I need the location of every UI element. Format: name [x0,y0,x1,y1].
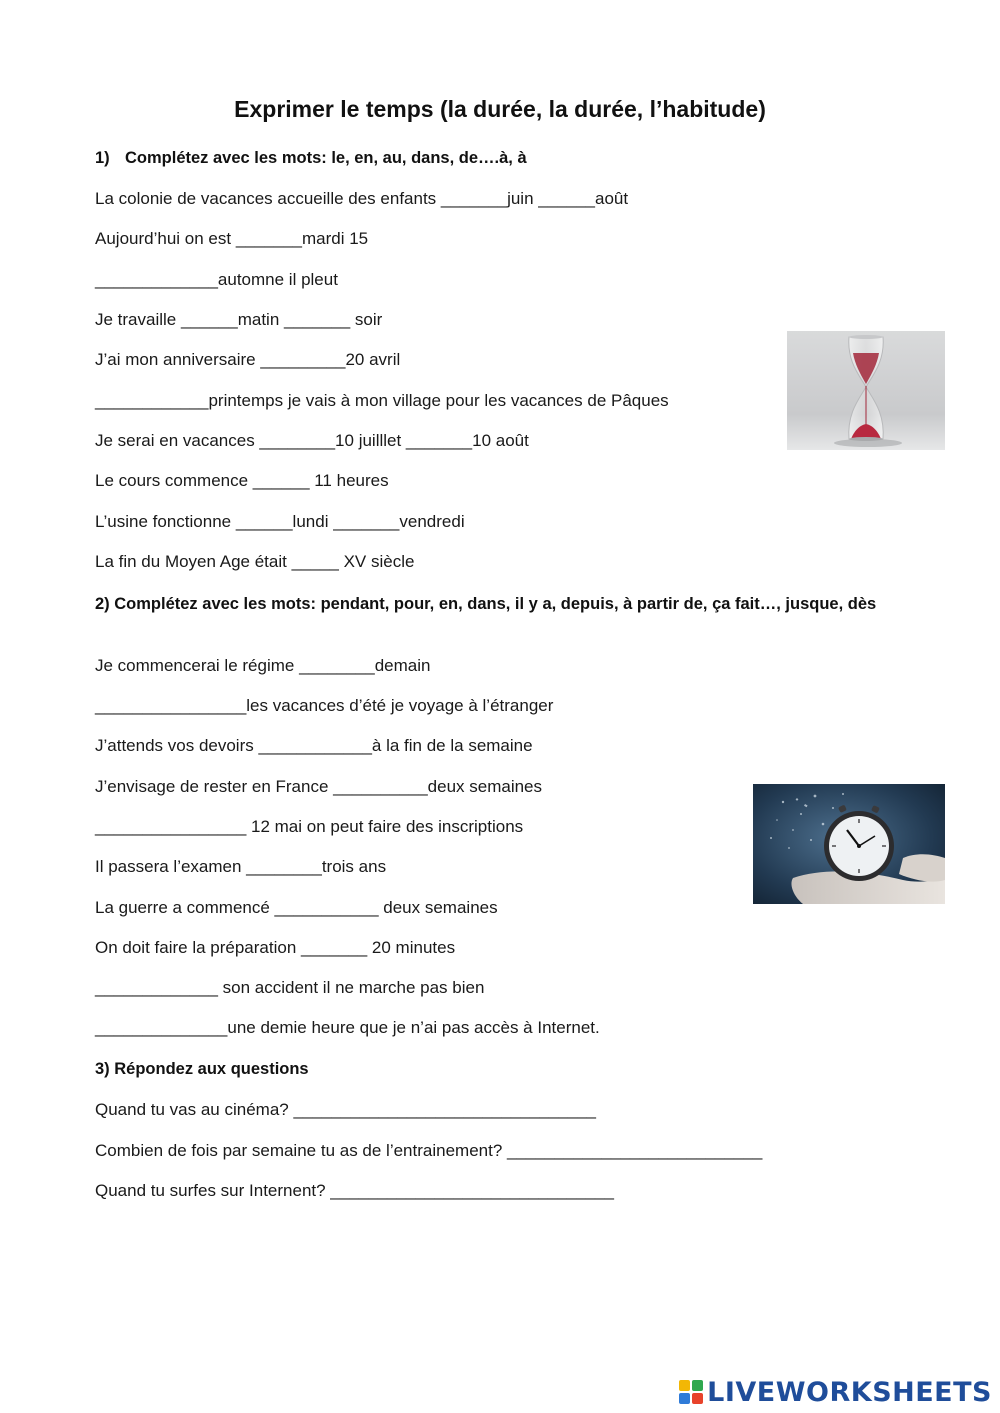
exercise-line: J’envisage de rester en France __________deux semaines [95,777,543,796]
question-line: Quand tu surfes sur Internent? ______________________________ [95,1181,614,1200]
exercise-line: La colonie de vacances accueille des enfants _______juin ______août [95,189,629,208]
exercise-line: ________________ 12 mai on peut faire des inscriptions [95,817,524,836]
hourglass-icon [787,331,945,450]
section-1-heading [95,148,915,169]
clock-in-hands-image [753,784,945,904]
exercise-line: La fin du Moyen Age était _____ XV siècle [95,552,415,571]
section-1-heading-text: Complétez avec les mots: le, en, au, dans, de….à, à [125,149,527,167]
exercise-line: ________________les vacances d’été je voyage à l’étranger [95,696,554,715]
exercise-line: Le cours commence ______ 11 heures [95,471,389,490]
exercise-line: _____________ son accident il ne marche pas bien [95,978,485,997]
exercise-line: On doit faire la préparation _______ 20 minutes [95,938,456,957]
exercise-line: Aujourd’hui on est _______mardi 15 [95,229,369,248]
hourglass-image [787,331,945,450]
exercise-line: ______________une demie heure que je n’ai pas accès à Internet. [95,1018,600,1037]
exercise-line: ____________printemps je vais à mon village pour les vacances de Pâques [95,391,669,410]
question-line: Quand tu vas au cinéma? ________________________________ [95,1100,597,1119]
exercise-line: Je travaille ______matin _______ soir [95,310,383,329]
exercise-line: L’usine fonctionne ______lundi _______vendredi [95,512,465,531]
liveworksheets-logo [679,1377,992,1407]
question-line: Combien de fois par semaine tu as de l’entrainement? ___________________________ [95,1141,763,1160]
exercise-line: J’ai mon anniversaire _________20 avril [95,350,401,369]
clock-icon [753,784,945,904]
exercise-line: La guerre a commencé ___________ deux semaines [95,898,498,917]
liveworksheets-logo-icon [679,1380,703,1404]
exercise-line: Je commencerai le régime ________demain [95,656,431,675]
section-2-heading: 2) Complétez avec les mots: pendant, pour, en, dans, il y a, depuis, à partir de, ça fait…, jusque, dès [95,595,877,613]
page-title: Exprimer le temps (la durée, la durée, l’habitude) [234,96,766,122]
exercise-line: _____________automne il pleut [95,270,338,289]
section-1-number: 1) [95,149,110,167]
exercise-line: Il passera l’examen ________trois ans [95,857,387,876]
exercise-line: J’attends vos devoirs ____________à la fin de la semaine [95,736,533,755]
brand-name: LIVEWORKSHEETS [707,1376,992,1408]
section-3-heading: 3) Répondez aux questions [95,1060,309,1078]
exercise-line: Je serai en vacances ________10 juilllet _______10 août [95,431,529,450]
